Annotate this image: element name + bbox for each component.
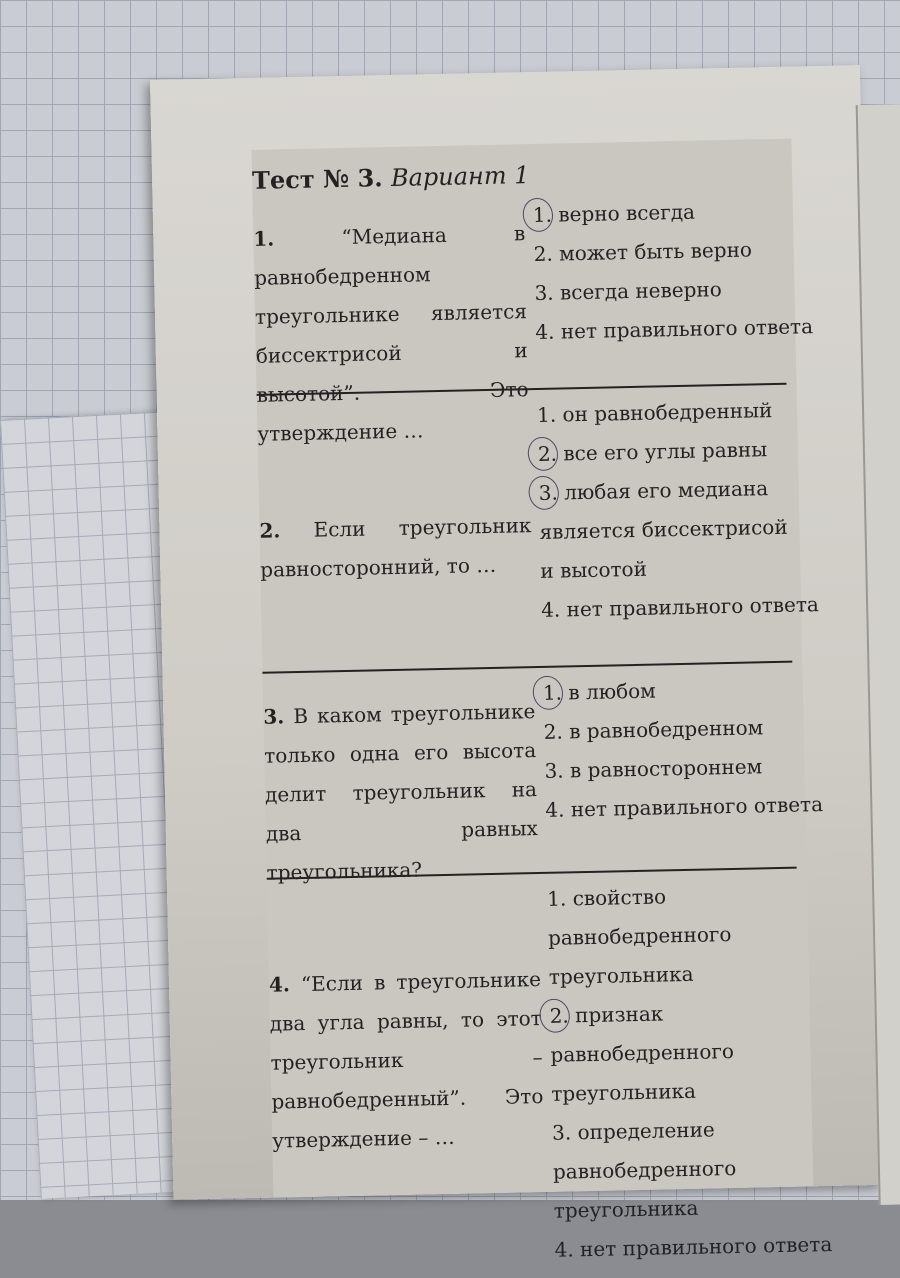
test-title bbox=[252, 160, 530, 195]
question-number: 3. bbox=[263, 704, 285, 729]
answer-option[interactable]: 3. любая его медиана является биссектрисой и высотой bbox=[538, 469, 790, 591]
question-text bbox=[263, 692, 539, 893]
question-body: “Если в треугольнике два угла равны, то этот треугольник – равнобедренный”. Это утверждение – … bbox=[269, 967, 544, 1153]
question-text bbox=[253, 214, 530, 454]
test-number: Тест № 3. bbox=[251, 163, 383, 195]
question-number: 4. bbox=[268, 972, 291, 997]
answer-option[interactable]: 1. свойство равнобедренного треугольника bbox=[546, 884, 732, 989]
question-body: В каком треугольнике только одна его высота делит треугольник на два равных треугольника? bbox=[263, 699, 539, 885]
booklet bbox=[150, 64, 900, 1262]
answer-option[interactable]: 1. он равнобедренный bbox=[536, 398, 773, 427]
answer-option[interactable]: 3. всегда неверно bbox=[534, 277, 723, 305]
question-body: Если треугольник равносторонний, то … bbox=[260, 513, 532, 582]
answer-option[interactable]: 2. все его углы равны bbox=[538, 430, 789, 474]
question-body: “Медиана в равнобедренном треугольнике является биссектрисой и высотой”. Это утверждение … bbox=[253, 221, 529, 446]
answer-list bbox=[532, 191, 814, 352]
test-page bbox=[150, 65, 883, 1262]
answer-option[interactable]: 2. в равнобедренном bbox=[543, 715, 764, 744]
answer-list bbox=[546, 875, 833, 1270]
answer-option[interactable]: 1. верно всегда bbox=[533, 191, 784, 235]
answer-option[interactable]: 4. нет правильного ответа bbox=[554, 1231, 833, 1262]
test-variant: Вариант 1 bbox=[390, 161, 530, 192]
answer-option[interactable]: 4. нет правильного ответа bbox=[545, 792, 824, 822]
answer-option[interactable]: 4. нет правильного ответа bbox=[535, 314, 814, 344]
question-text bbox=[269, 960, 545, 1161]
answer-option[interactable]: 2. может быть верно bbox=[533, 237, 753, 266]
answer-option[interactable]: 4. нет правильного ответа bbox=[540, 592, 820, 622]
answer-option[interactable]: 2. признак равнобедренного треугольника bbox=[549, 992, 801, 1114]
question-text bbox=[259, 506, 533, 590]
question-number: 1. bbox=[253, 226, 275, 251]
answer-option[interactable]: 1. в любом bbox=[543, 669, 794, 713]
answer-list bbox=[536, 391, 820, 630]
answer-list bbox=[542, 669, 824, 830]
question-number: 2. bbox=[259, 518, 281, 543]
answer-option[interactable]: 3. в равностороннем bbox=[544, 754, 763, 783]
answer-option[interactable]: 3. определение равнобедренного треугольника bbox=[551, 1117, 737, 1223]
